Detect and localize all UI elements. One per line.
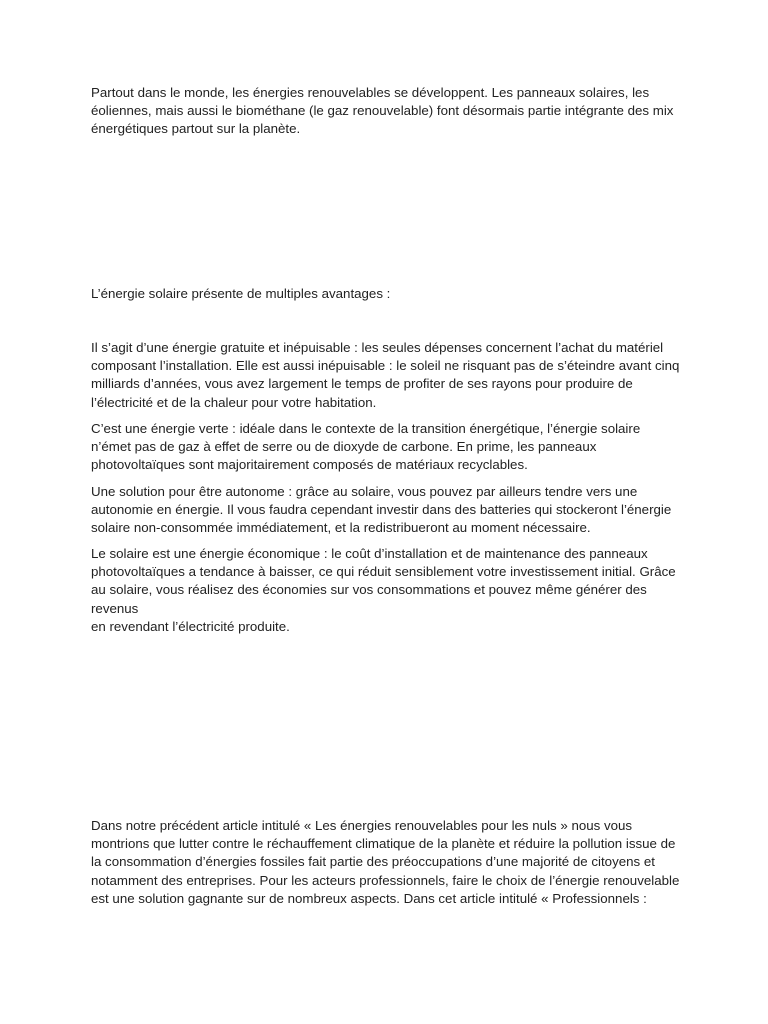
economic-paragraph: Le solaire est une énergie économique : le coût d’installation et de maintenance des panneaux photovoltaïques a tendance à baisser, ce qui réduit sensiblement votre investissement initial. Grâce au solaire, vous réalisez des économies sur vos consommations et pouvez même générer des revenus en revendant l’électricité produite. (91, 546, 676, 634)
previous-article-paragraph: Dans notre précédent article intitulé « Les énergies renouvelables pour les nuls » nous vous montrions que lutter contre le réchauffement climatique de la planète et réduire la pollution issue de la consommation d’énergies fossiles fait partie des préoccupations d’une majorité de citoyens et notamment des entreprises. Pour les acteurs professionnels, faire le choix de l’énergie renouvelable est une solution gagnante sur de nombreux aspects. Dans cet article intitulé « Professionnels : (91, 818, 680, 906)
autonomy-paragraph: Une solution pour être autonome : grâce au solaire, vous pouvez par ailleurs tendre vers une autonomie en énergie. Il vous faudra cependant investir dans des batteries qui stockeront l’énergie solaire non-consommée immédiatement, et la redistribueront au moment nécessaire. (91, 484, 672, 536)
free-energy-paragraph: Il s’agit d’une énergie gratuite et inépuisable : les seules dépenses concernent l’achat du matériel composant l’installation. Elle est aussi inépuisable : le soleil ne risquant pas de s’éteindre avant cinq milliards d’années, vous avez largement le temps de profiter de ses rayons pour produire de l’électricité et de la chaleur pour votre habitation. (91, 340, 680, 410)
intro-paragraph: Partout dans le monde, les énergies renouvelables se développent. Les panneaux solaires, les éoliennes, mais aussi le biométhane (le gaz renouvelable) font désormais partie intégrante des mix énergétiques partout sur la planète. (91, 85, 674, 137)
green-energy-paragraph: C’est une énergie verte : idéale dans le contexte de la transition énergétique, l’énergie solaire n’émet pas de gaz à effet de serre ou de dioxyde de carbone. En prime, les panneaux photovoltaïques sont majoritairement composés de matériaux recyclables. (91, 421, 641, 473)
advantages-heading: L’énergie solaire présente de multiples avantages : (91, 286, 391, 301)
